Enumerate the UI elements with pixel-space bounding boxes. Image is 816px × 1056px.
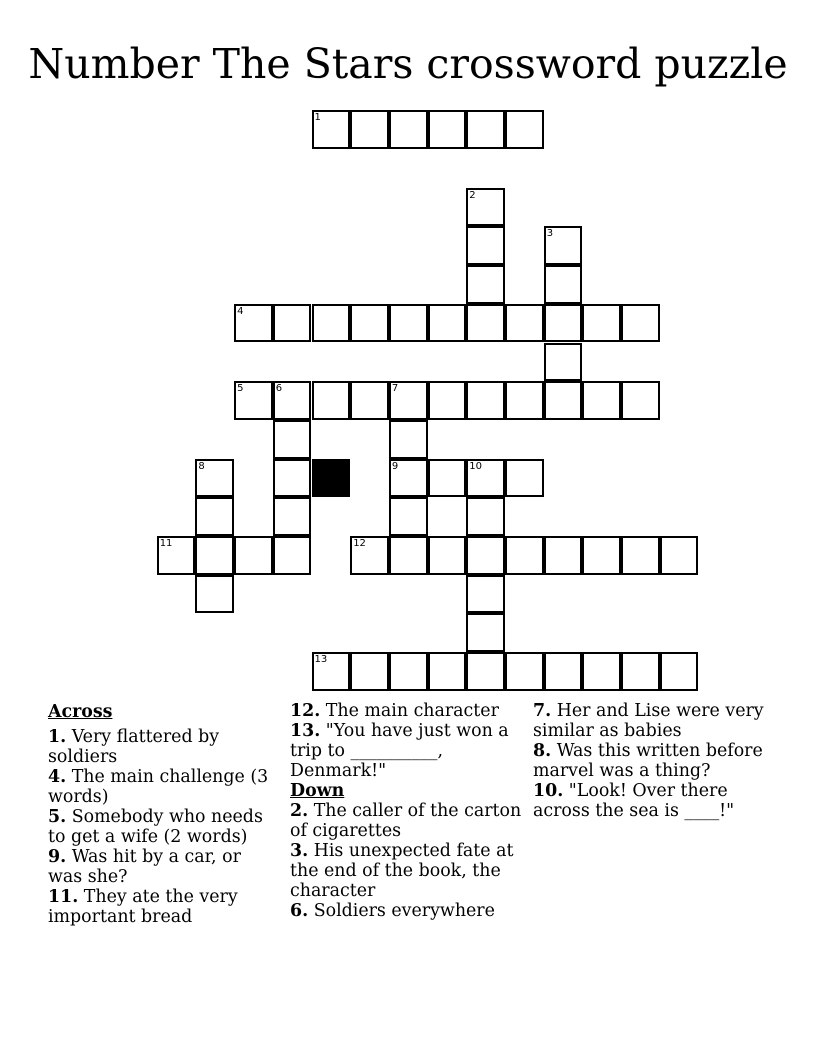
clue-number: 3 (546, 228, 554, 240)
grid-cell[interactable] (273, 420, 312, 459)
grid-cell[interactable] (466, 459, 505, 498)
grid-cell[interactable] (157, 536, 196, 575)
grid-cell[interactable] (466, 536, 505, 575)
clue-column-1 (48, 701, 274, 927)
clue-down-8: 8. Was this written before marvel was a thing? (533, 741, 763, 781)
down-header: Down (290, 781, 345, 801)
grid-cell[interactable] (428, 304, 467, 343)
grid-cell[interactable] (195, 459, 234, 498)
black-square (312, 459, 351, 498)
clue-across-1: 1. Very flattered by soldiers (48, 727, 220, 767)
grid-cell[interactable] (582, 652, 621, 691)
grid-cell[interactable] (544, 381, 583, 420)
grid-cell[interactable] (544, 652, 583, 691)
across-header: Across (48, 702, 113, 722)
grid-cell[interactable] (273, 536, 312, 575)
grid-cell[interactable] (389, 110, 428, 149)
clue-number: 10 (469, 460, 483, 472)
clue-number: 9 (391, 460, 399, 472)
grid-cell[interactable] (195, 575, 234, 614)
grid-cell[interactable] (273, 497, 312, 536)
clue-number: 13 (314, 654, 328, 666)
grid-cell[interactable] (312, 652, 351, 691)
grid-cell[interactable] (466, 304, 505, 343)
grid-cell[interactable] (466, 188, 505, 227)
grid-cell[interactable] (389, 497, 428, 536)
grid-cell[interactable] (621, 381, 660, 420)
grid-cell[interactable] (505, 304, 544, 343)
grid-cell[interactable] (195, 497, 234, 536)
grid-cell[interactable] (428, 381, 467, 420)
grid-cell[interactable] (312, 304, 351, 343)
clue-number: 11 (159, 538, 173, 549)
grid-cell[interactable] (195, 536, 234, 575)
grid-cell[interactable] (505, 110, 544, 149)
grid-cell[interactable] (582, 536, 621, 575)
clue-number: 12 (353, 538, 366, 549)
grid-cell[interactable] (582, 304, 621, 343)
grid-cell[interactable] (505, 536, 544, 575)
grid-cell[interactable] (350, 536, 389, 575)
grid-cell[interactable] (428, 459, 467, 498)
clue-number: 4 (237, 305, 244, 317)
grid-cell[interactable] (505, 459, 544, 498)
grid-cell[interactable] (428, 536, 467, 575)
grid-cell[interactable] (273, 304, 312, 343)
grid-cell[interactable] (234, 381, 273, 420)
clue-number: 1 (314, 112, 321, 124)
grid-cell[interactable] (466, 652, 505, 691)
clue-number: 8 (198, 460, 205, 472)
grid-cell[interactable] (273, 459, 312, 498)
clue-down-3: 3. His unexpected fate at the end of the book, the character (290, 841, 514, 901)
grid-cell[interactable] (273, 381, 312, 420)
clue-down-2: 2. The caller of the carton of cigarettes (290, 801, 522, 841)
grid-cell[interactable] (234, 304, 273, 343)
grid-cell[interactable] (466, 613, 505, 652)
grid-cell[interactable] (389, 304, 428, 343)
clue-number: 6 (275, 383, 283, 395)
grid-cell[interactable] (466, 265, 505, 304)
clue-number: 7 (391, 383, 399, 395)
clue-across-11: 11. They ate the very important bread (48, 887, 238, 927)
grid-cell[interactable] (505, 381, 544, 420)
grid-cell[interactable] (544, 304, 583, 343)
clue-across-13: 13. "You have just won a trip to __________, Denmark!" (290, 721, 509, 781)
grid-cell[interactable] (466, 381, 505, 420)
clue-across-9: 9. Was hit by a car, or was she? (48, 847, 241, 887)
clue-across-4: 4. The main challenge (3 words) (48, 767, 269, 807)
grid-cell[interactable] (350, 304, 389, 343)
grid-cell[interactable] (428, 652, 467, 691)
clue-down-7: 7. Her and Lise were very similar as babies (533, 701, 764, 741)
clue-down-10: 10. "Look! Over there across the sea is ____!" (533, 781, 735, 821)
grid-cell[interactable] (389, 536, 428, 575)
grid-cell[interactable] (505, 652, 544, 691)
grid-cell[interactable] (621, 536, 660, 575)
grid-cell[interactable] (312, 381, 351, 420)
grid-cell[interactable] (544, 226, 583, 265)
grid-cell[interactable] (350, 652, 389, 691)
puzzle-title: Number The Stars crossword puzzle (28, 40, 788, 88)
grid-cell[interactable] (466, 226, 505, 265)
clue-down-6: 6. Soldiers everywhere (290, 901, 495, 921)
grid-cell[interactable] (234, 536, 273, 575)
clue-column-2 (290, 701, 526, 921)
grid-cell[interactable] (389, 459, 428, 498)
grid-cell[interactable] (389, 381, 428, 420)
grid-cell[interactable] (466, 575, 505, 614)
grid-cell[interactable] (660, 536, 699, 575)
clue-across-5: 5. Somebody who needs to get a wife (2 words) (48, 807, 263, 847)
grid-cell[interactable] (389, 420, 428, 459)
grid-cell[interactable] (544, 343, 583, 382)
grid-cell[interactable] (389, 652, 428, 691)
clue-number: 2 (469, 189, 476, 201)
grid-cell[interactable] (544, 265, 583, 304)
grid-cell[interactable] (466, 497, 505, 536)
grid-cell[interactable] (312, 110, 351, 149)
grid-cell[interactable] (582, 381, 621, 420)
grid-cell[interactable] (428, 110, 467, 149)
grid-cell[interactable] (621, 652, 660, 691)
clue-column-3 (533, 701, 769, 821)
clue-across-12: 12. The main character (290, 701, 499, 721)
clue-number: 5 (237, 383, 244, 395)
grid-cell[interactable] (544, 536, 583, 575)
grid-cell[interactable] (350, 110, 389, 149)
grid-cell[interactable] (350, 381, 389, 420)
grid-cell[interactable] (621, 304, 660, 343)
grid-cell[interactable] (660, 652, 699, 691)
grid-cell[interactable] (466, 110, 505, 149)
